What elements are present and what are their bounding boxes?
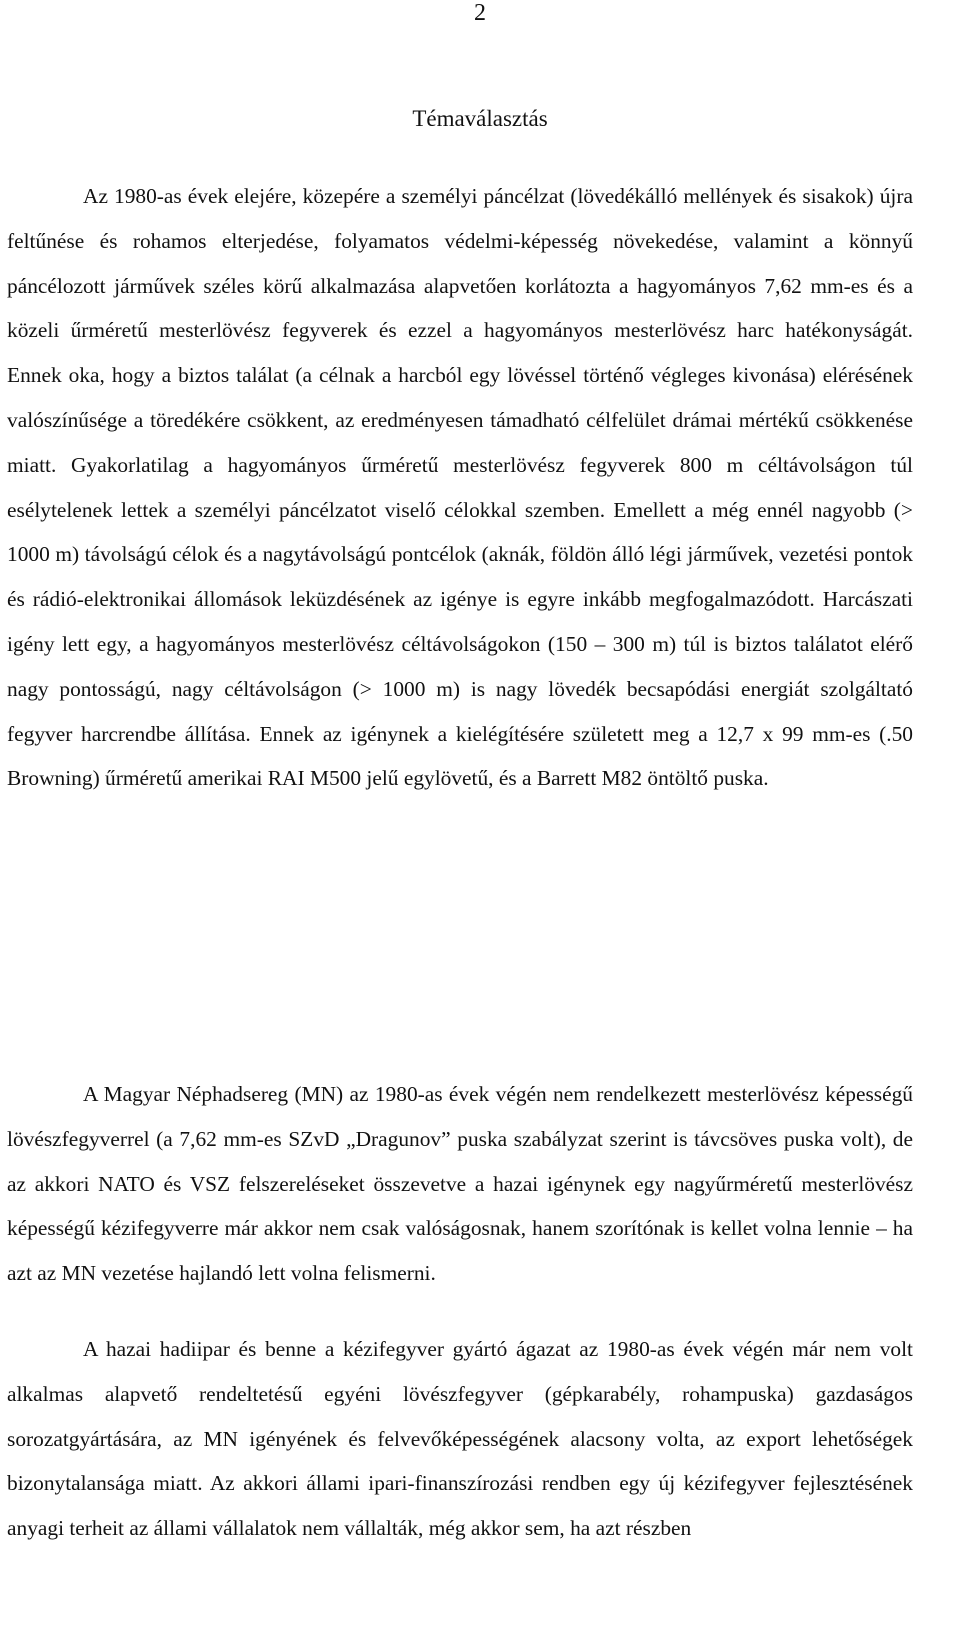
paragraph-1 xyxy=(7,174,913,801)
paragraph-1-text: Az 1980-as évek elejére, közepére a személyi páncélzat (lövedékálló mellények és sisakok) újra feltűnése és rohamos elterjedése, folyamatos védelmi-képesség növekedése, valamint a könnyű páncélozott járművek széles körű alkalmazása alapvetően korlátozta a hagyományos 7,62 mm-es és a közeli űrméretű mesterlövész fegyverek és ezzel a hagyományos mesterlövész harc hatékonyságát. Ennek oka, hogy a biztos találat (a célnak a harcból egy lövéssel történő végleges kivonása) elérésének valószínűsége a töredékére csökkent, az eredményesen támadható célfelület drámai mértékű csökkenése miatt. Gyakorlatilag a hagyományos űrméretű mesterlövész fegyverek 800 m céltávolságon túl esélytelenek lettek a személyi páncélzatot viselő célokkal szemben. Emellett a még ennél nagyobb (> 1000 m) távolságú célok és a nagytávolságú pontcélok (aknák, földön álló légi járművek, vezetési pontok és rádió-elektronikai állomások leküzdésének az igénye is egyre inkább megfogalmazódott. Harcászati igény lett egy, a hagyományos mesterlövész céltávolságokon (150 – 300 m) túl is biztos találatot elérő nagy pontosságú, nagy céltávolságon (> 1000 m) is nagy lövedék becsapódási energiát szolgáltató fegyver harcrendbe állítása. Ennek az igénynek a kielégítésére született meg a 12,7 x 99 mm-es (.50 Browning) űrméretű amerikai RAI M500 jelű egylövetű, és a Barrett M82 öntöltő puska. xyxy=(7,184,913,791)
paragraph-3-text: A hazai hadiipar és benne a kézifegyver gyártó ágazat az 1980-as évek végén már nem volt alkalmas alapvető rendeltetésű egyéni lövészfegyver (gépkarabély, rohampuska) gazdaságos sorozatgyártására, az MN igényének és felvevőképességének alacsony volta, az export lehetőségek bizonytalansága miatt. Az akkori állami ipari-finanszírozási rendben egy új kézifegyver fejlesztésének anyagi terheit az állami vállalatok nem vállalták, még akkor sem, ha azt részben xyxy=(7,1337,913,1541)
paragraph-3 xyxy=(7,1327,913,1551)
paragraph-2-text: A Magyar Néphadsereg (MN) az 1980-as évek végén nem rendelkezett mesterlövész képességű lövészfegyverrel (a 7,62 mm-es SZvD „Dragunov” puska szabályzat szerint is távcsöves puska volt), de az akkori NATO és VSZ felszereléseket összevetve a hazai igénynek egy nagyűrméretű mesterlövész képességű kézifegyverre már akkor nem csak valóságosnak, hanem szorítónak is kellet volna lennie – ha azt az MN vezetése hajlandó lett volna felismerni. xyxy=(7,1082,913,1286)
section-title: Témaválasztás xyxy=(412,106,548,131)
page-number: 2 xyxy=(474,0,486,26)
paragraph-2 xyxy=(7,1072,913,1296)
